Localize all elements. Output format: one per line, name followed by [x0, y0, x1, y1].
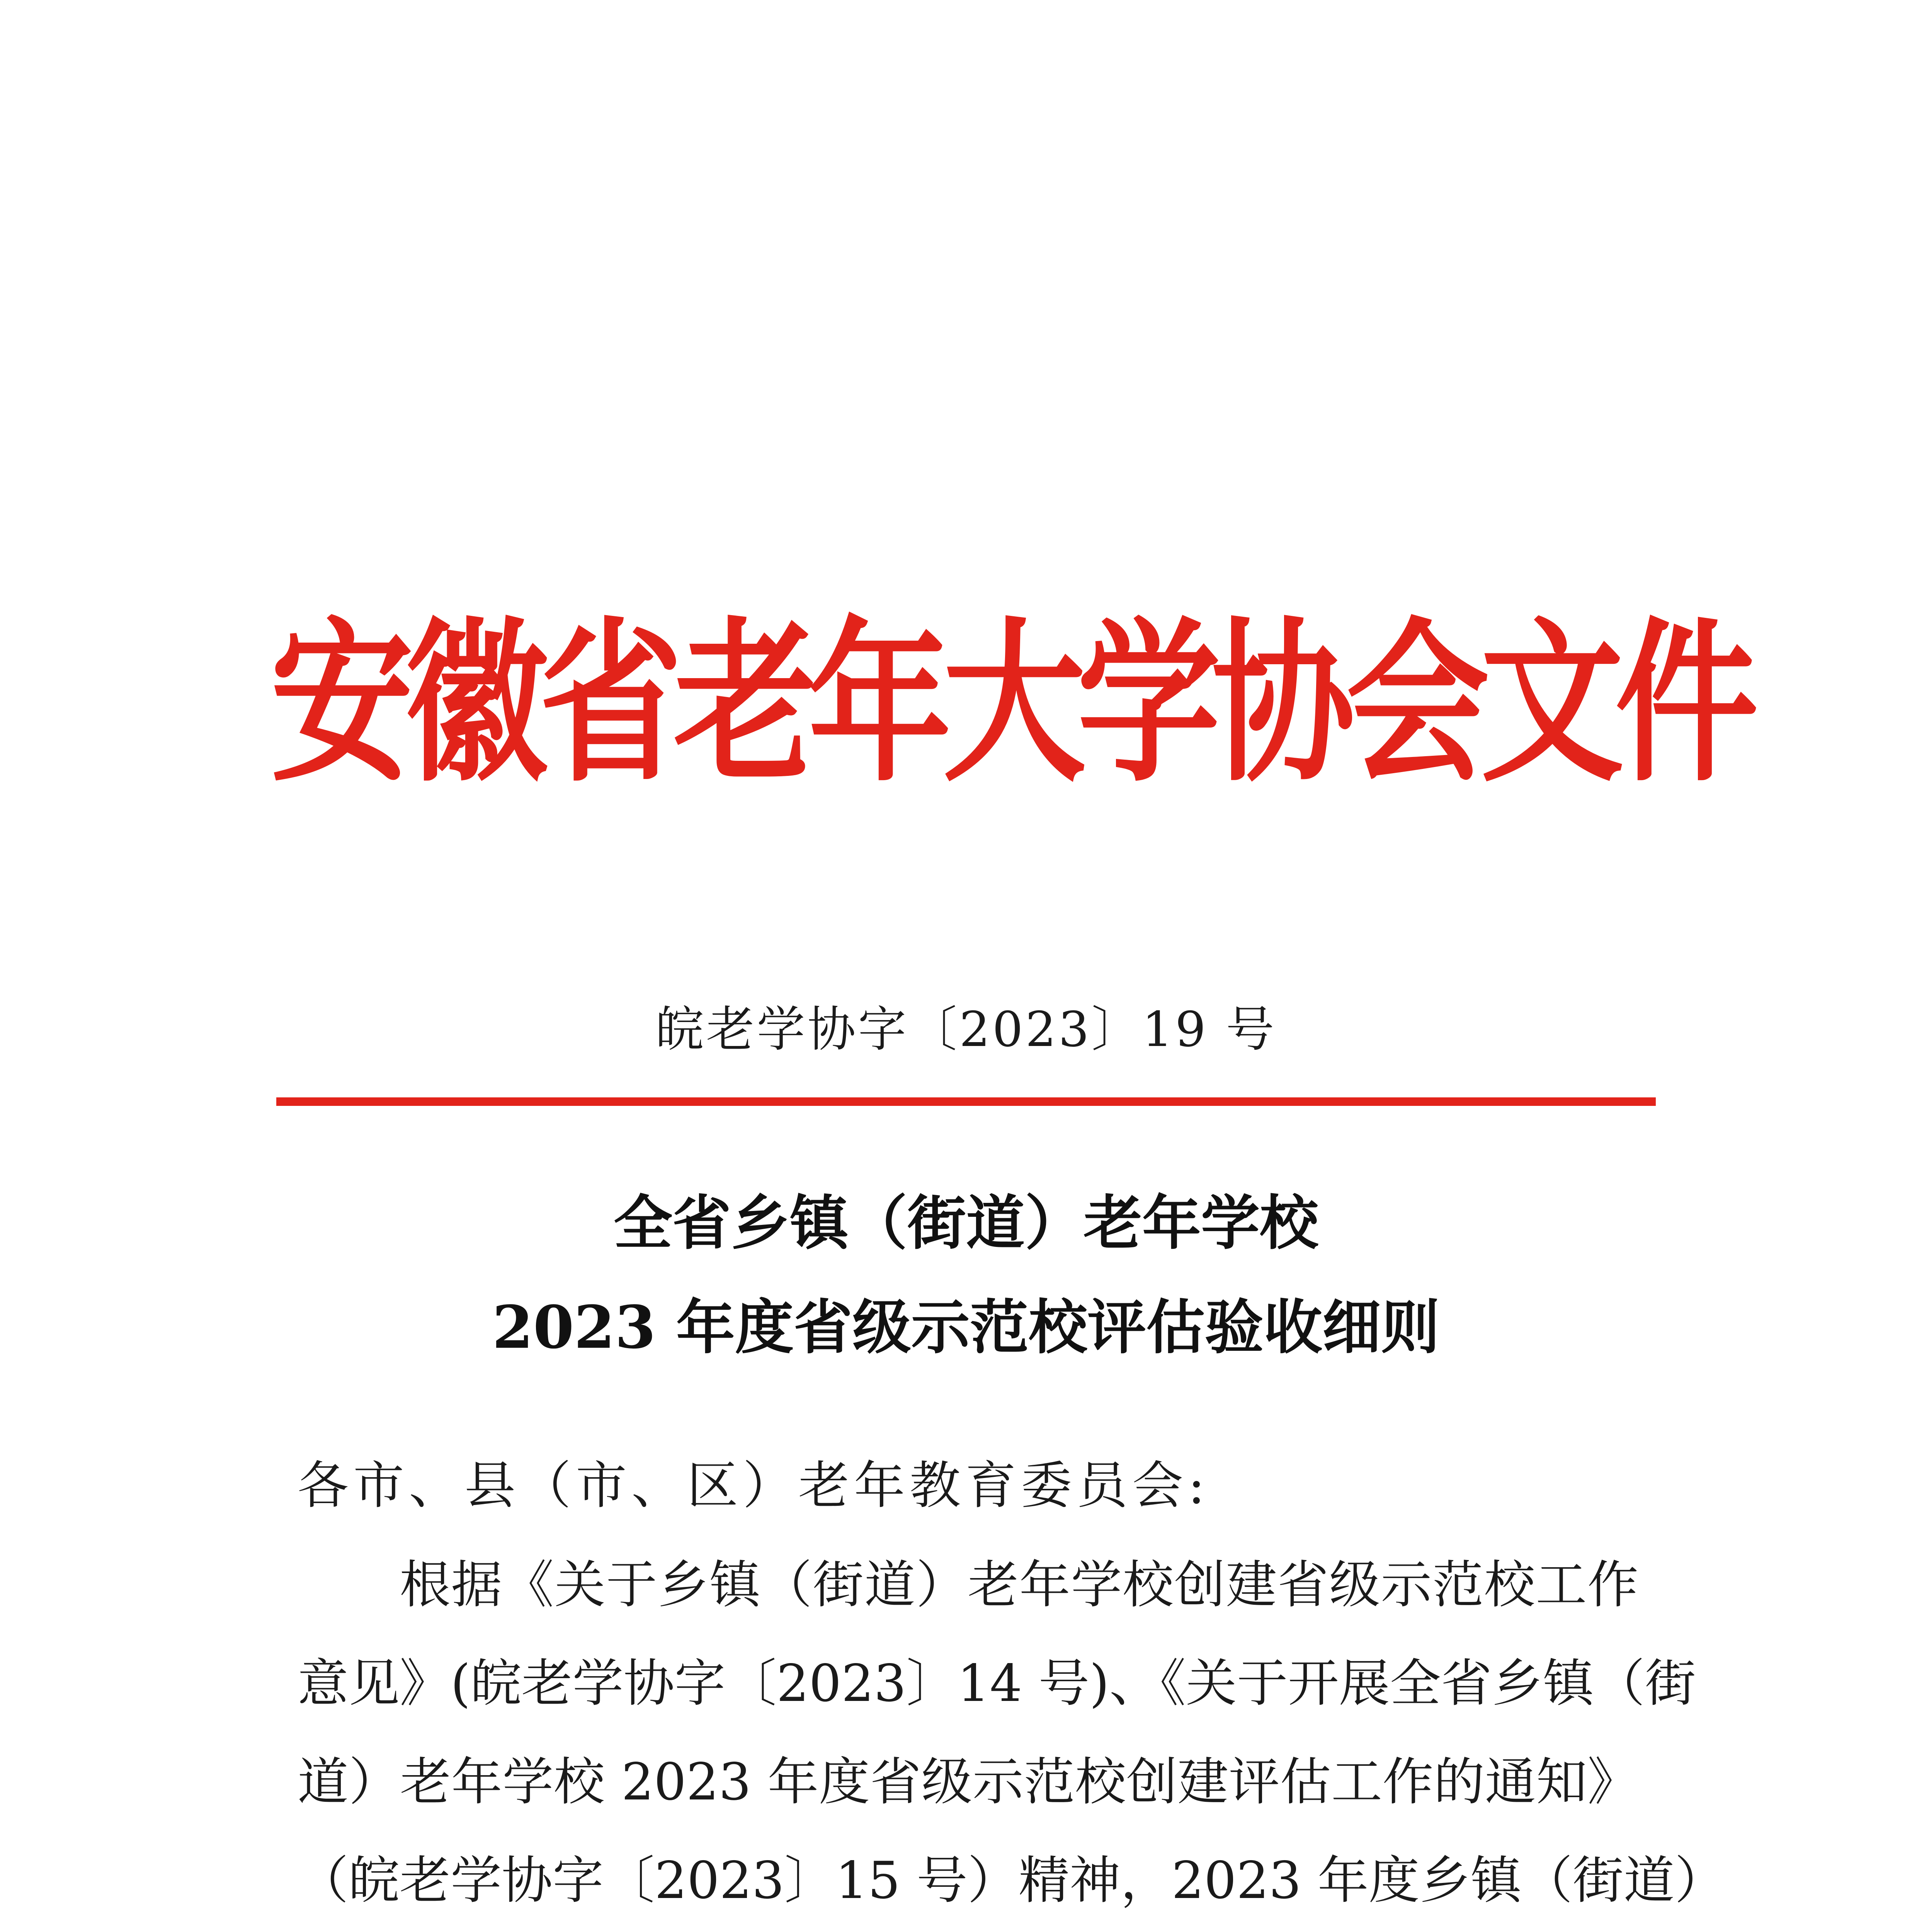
body-line: 根据《关于乡镇（街道）老年学校创建省级示范校工作: [400, 1555, 1638, 1615]
masthead-title: 安徽省老年大学协会文件: [270, 601, 1750, 806]
red-divider-line: [276, 1097, 1656, 1106]
document-title-line-2: 2023 年度省级示范校评估验收细则: [492, 1293, 1440, 1362]
body-paragraph: [298, 1536, 1726, 1932]
body-line: 意见》(皖老学协字〔2023〕14 号)、《关于开展全省乡镇（街: [298, 1654, 1696, 1713]
document-title: [270, 1171, 1662, 1379]
body-line: （皖老学协字〔2023〕15 号）精神，2023 年度乡镇（街道）: [298, 1851, 1726, 1910]
document-title-line-1: 全省乡镇（街道）老年学校: [614, 1188, 1318, 1257]
body-line: 道）老年学校 2023 年度省级示范校创建评估工作的通知》: [298, 1752, 1638, 1812]
addressee: 各市、县（市、区）老年教育委员会:: [298, 1456, 1210, 1515]
body-line: [298, 1930, 1638, 1932]
document-number: 皖老学协字〔2023〕19 号: [655, 1002, 1277, 1058]
